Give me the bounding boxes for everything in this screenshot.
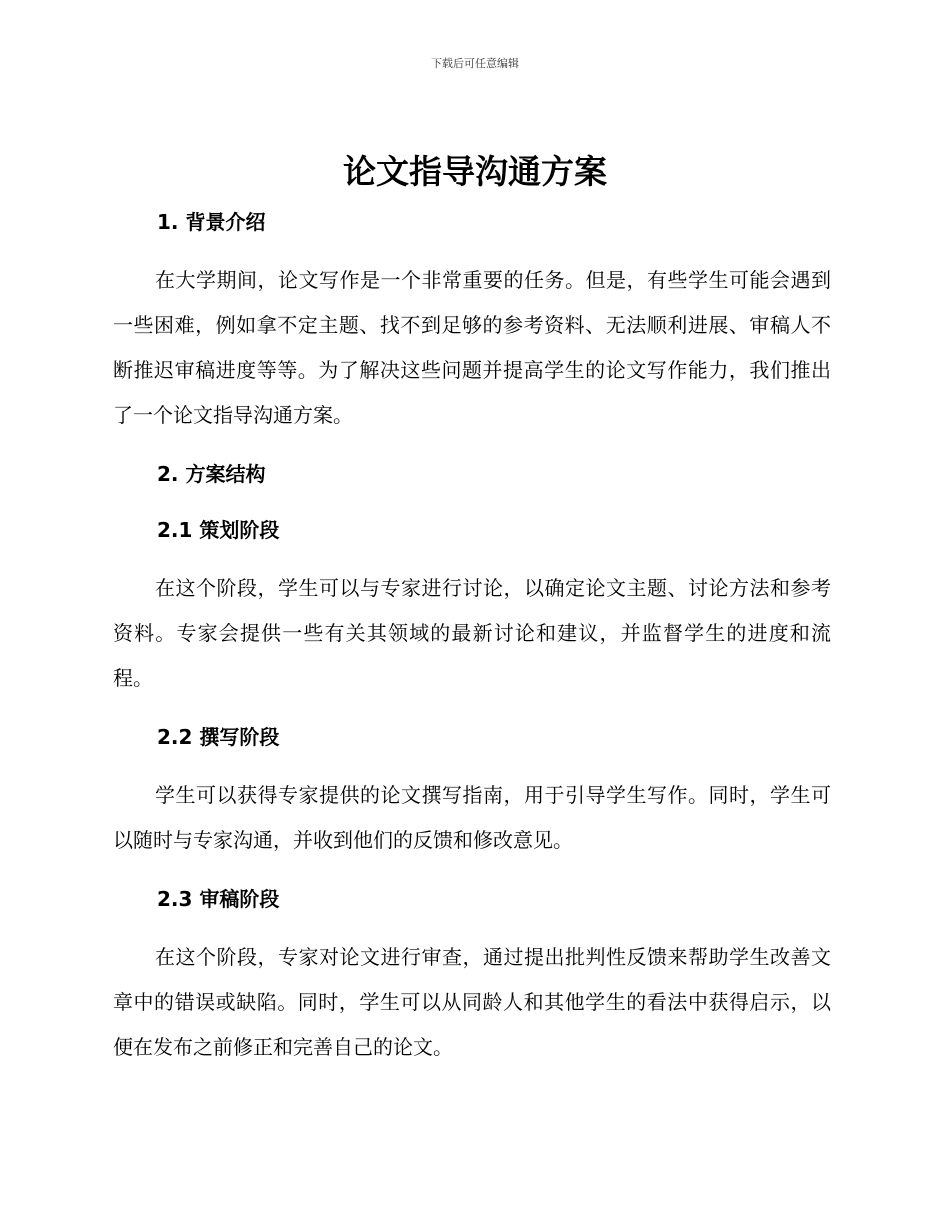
section-heading-planning: 2.1 策划阶段	[157, 518, 280, 542]
document-body	[113, 200, 831, 1070]
section-body-planning: 在这个阶段，学生可以与专家进行讨论，以确定论文主题、讨论方法和参考资料。专家会提供一些有关其领域的最新讨论和建议，并监督学生的进度和流程。	[113, 576, 831, 690]
section-heading-review: 2.3 审稿阶段	[157, 887, 280, 911]
page-header-note: 下载后可任意编辑	[431, 57, 519, 70]
section-heading-background: 1. 背景介绍	[157, 210, 266, 234]
section-body-writing: 学生可以获得专家提供的论文撰写指南，用于引导学生写作。同时，学生可以随时与专家沟通，并收到他们的反馈和修改意见。	[113, 783, 831, 852]
section-heading-structure: 2. 方案结构	[157, 462, 266, 486]
section-body-background: 在大学期间，论文写作是一个非常重要的任务。但是，有些学生可能会遇到一些困难，例如拿不定主题、找不到足够的参考资料、无法顺利进展、审稿人不断推迟审稿进度等等。为了解决这些问题并提高学生的论文写作能力，我们推出了一个论文指导沟通方案。	[113, 268, 831, 427]
section-heading-writing: 2.2 撰写阶段	[157, 725, 280, 749]
document-title: 论文指导沟通方案	[343, 152, 607, 191]
section-body-review: 在这个阶段，专家对论文进行审查，通过提出批判性反馈来帮助学生改善文章中的错误或缺陷。同时，学生可以从同龄人和其他学生的看法中获得启示，以便在发布之前修正和完善自己的论文。	[113, 945, 831, 1059]
